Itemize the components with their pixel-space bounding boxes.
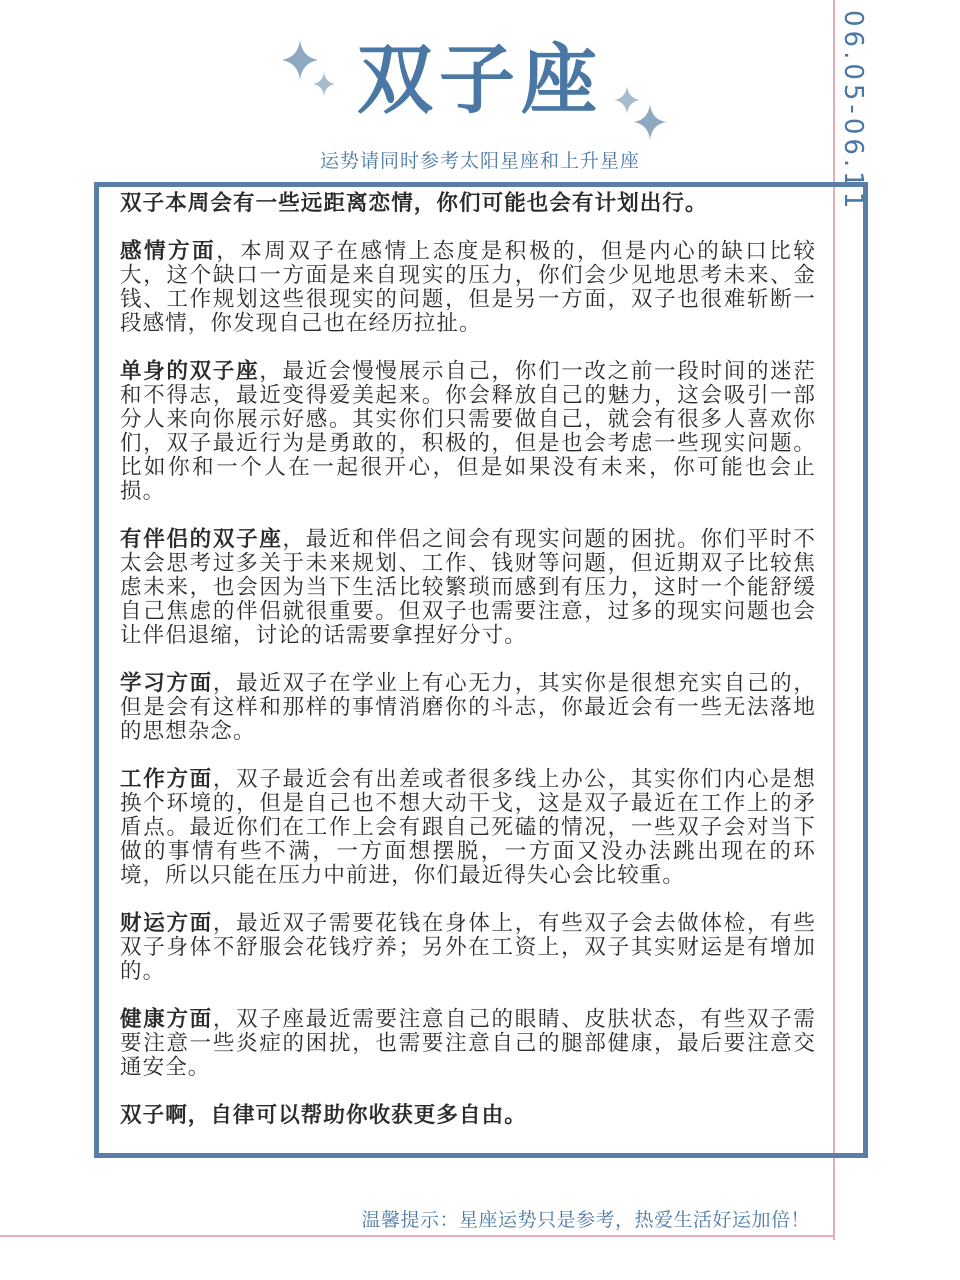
paragraph-work: 工作方面，双子最近会有出差或者很多线上办公，其实你们内心是想换个环境的，但是自己也不想大动干戈，这是双子最近在工作上的矛盾点。最近你们在工作上会有跟自己死磕的情况，一些双子会对当下做的事情有些不满，一方面想摆脱，一方面又没办法跳出现在的环境，所以只能在压力中前进，你们最近得失心会比较重。 [120, 767, 816, 888]
paragraph-health: 健康方面，双子座最近需要注意自己的眼睛、皮肤状态，有些双子需要注意一些炎症的困扰，也需要注意自己的腿部健康，最后要注意交通安全。 [120, 1007, 816, 1080]
paragraph-closing: 双子啊，自律可以帮助你收获更多自由。 [120, 1103, 527, 1128]
page-title: 双子座 [357, 35, 603, 124]
paragraph-intro: 双子本周会有一些远距离恋情，你们可能也会有计划出行。 [120, 191, 708, 216]
horoscope-text [120, 192, 816, 1152]
paragraph-single: 单身的双子座，最近会慢慢展示自己，你们一改之前一段时间的迷茫和不得志，最近变得爱美起来。你会释放自己的魅力，这会吸引一部分人来向你展示好感。其实你们只需要做自己，就会有很多人喜欢你们，双子最近行为是勇敢的，积极的，但是也会考虑一些现实问题。比如你和一个人在一起很开心，但是如果没有未来，你可能也会止损。 [120, 359, 816, 504]
subtitle: 运势请同时参考太阳星座和上升星座 [319, 150, 640, 172]
paragraph-wealth: 财运方面，最近双子需要花钱在身体上，有些双子会去做体检，有些双子身体不舒服会花钱疗养；另外在工资上，双子其实财运是有增加的。 [120, 911, 816, 984]
date-range: 06.05-06.11 [838, 10, 868, 213]
pink-horizontal-line [0, 1235, 835, 1237]
paragraph-love: 感情方面，本周双子在感情上态度是积极的，但是内心的缺口比较大，这个缺口一方面是来自现实的压力，你们会少见地思考未来、金钱、工作规划这些很现实的问题，但是另一方面，双子也很难斩断一段感情，你发现自己也在经历拉扯。 [120, 239, 816, 336]
paragraph-study: 学习方面，最近双子在学业上有心无力，其实你是很想充实自己的，但是会有这样和那样的事情消磨你的斗志，你最近会有一些无法落地的思想杂念。 [120, 671, 816, 744]
paragraph-partnered: 有伴侣的双子座，最近和伴侣之间会有现实问题的困扰。你们平时不太会思考过多关于未来规划、工作、钱财等问题，但近期双子比较焦虑未来，也会因为当下生活比较繁琐而感到有压力，这时一个能舒缓自己焦虑的伴侣就很重要。但双子也需要注意，过多的现实问题也会让伴侣退缩，讨论的话需要拿捏好分寸。 [120, 527, 816, 648]
footer-tip: 温馨提示：星座运势只是参考，热爱生活好运加倍！ [361, 1209, 810, 1231]
